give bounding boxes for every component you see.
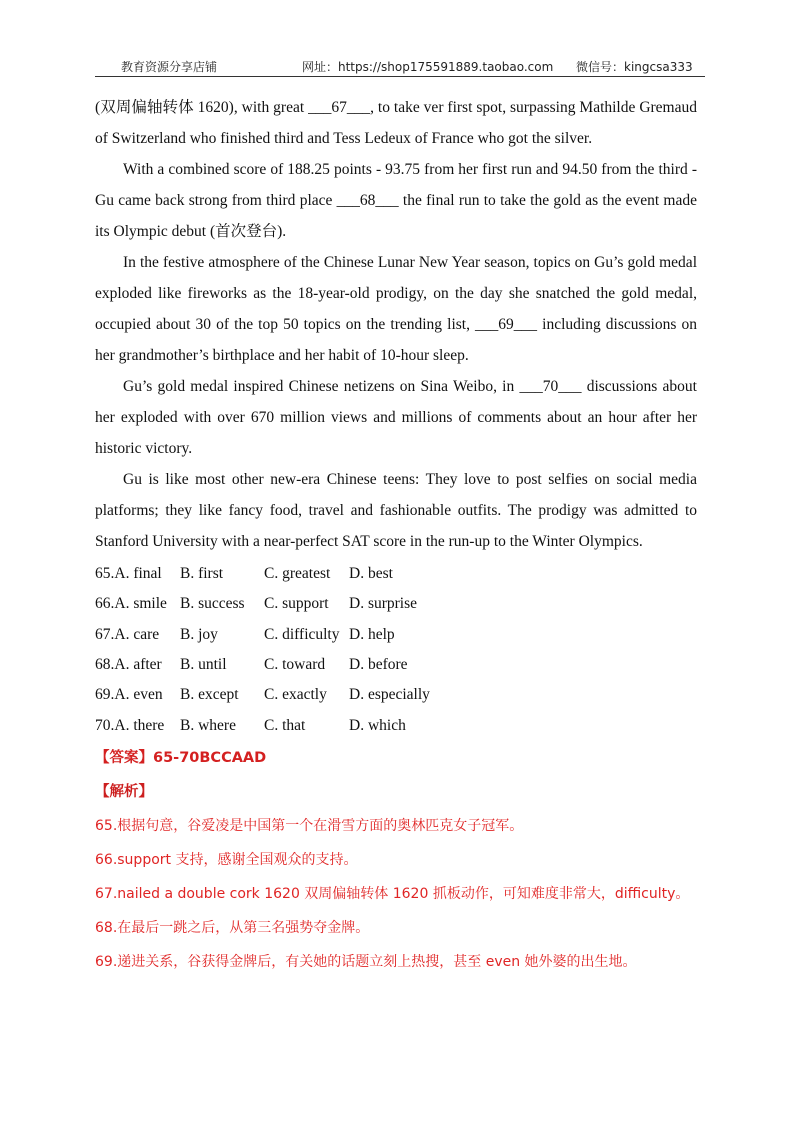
option-d: D. surprise <box>349 595 418 613</box>
option-a: 69.A. even <box>95 686 163 704</box>
page-header <box>95 56 705 77</box>
option-a: 66.A. smile <box>95 595 167 613</box>
passage-paragraph-2: With a combined score of 188.25 points - 93.75 from her first run and 94.50 from the third - Gu came back strong from third place ___68___ the final run to take the gold as the event made its Olympic debut (首次登台). <box>95 161 697 240</box>
option-c: C. difficulty <box>264 625 340 643</box>
option-b: B. success <box>180 595 245 613</box>
explanation-67: 67.nailed a double cork 1620 双周偏轴转体 1620 抓板动作，可知难度非常大，difficulty。 <box>95 885 690 902</box>
option-b: B. joy <box>180 625 218 643</box>
explanation-65: 65.根据句意，谷爱凌是中国第一个在滑雪方面的奥林匹克女子冠军。 <box>95 817 524 834</box>
option-b: B. where <box>180 716 236 734</box>
option-row <box>95 559 459 589</box>
shop-url[interactable]: 网址：https://shop175591889.taobao.com <box>302 60 554 74</box>
option-b: B. except <box>180 686 239 704</box>
shop-name: 教育资源分享店铺 <box>121 60 218 74</box>
option-a: 65.A. final <box>95 565 162 583</box>
analysis-heading: 【解析】 <box>95 783 153 800</box>
passage-paragraph-1: (双周偏轴转体 1620), with great ___67___, to take ver first spot, surpassing Mathilde Gremaud of Switzerland who finished third and Tess Ledeux of France who got the silver. <box>95 99 697 147</box>
option-c: C. support <box>264 595 329 613</box>
option-d: D. which <box>349 716 406 734</box>
explanation-66: 66.support 支持，感谢全国观众的支持。 <box>95 851 358 868</box>
passage-paragraph-5: Gu is like most other new-era Chinese teens: They love to post selfies on social media platforms; they like fancy food, travel and fashionable outfits. The prodigy was admitted to Stanford University with a near-perfect SAT score in the run-up to the Winter Olympics. <box>95 471 697 550</box>
option-d: D. especially <box>349 686 430 704</box>
option-b: B. first <box>180 565 224 583</box>
option-b: B. until <box>180 656 227 674</box>
option-row <box>95 650 459 680</box>
option-a: 70.A. there <box>95 716 165 734</box>
option-a: 67.A. care <box>95 625 160 643</box>
option-row <box>95 620 459 650</box>
explanation-68: 68.在最后一跳之后，从第三名强势夺金牌。 <box>95 919 370 936</box>
wechat-id: 微信号：kingcsa333 <box>576 60 693 74</box>
explanation-69: 69.递进关系，谷获得金牌后，有关她的话题立刻上热搜，甚至 even 她外婆的出生地。 <box>95 953 637 970</box>
option-row <box>95 710 459 740</box>
option-row <box>95 589 459 619</box>
option-c: C. greatest <box>264 565 331 583</box>
option-row <box>95 680 459 710</box>
answer-key: 【答案】65-70BCCAAD <box>95 749 267 766</box>
option-d: D. help <box>349 625 395 643</box>
options-table <box>95 559 459 741</box>
option-c: C. that <box>264 716 306 734</box>
passage-paragraph-3: In the festive atmosphere of the Chinese Lunar New Year season, topics on Gu’s gold medal exploded like fireworks as the 18-year-old prodigy, on the day she snatched the gold medal, occupied about 30 of the top 50 topics on the trending list, ___69___ including discussions on her grandmother’s birthplace and her habit of 10-hour sleep. <box>95 254 697 364</box>
option-d: D. before <box>349 656 408 674</box>
option-d: D. best <box>349 565 393 583</box>
option-c: C. toward <box>264 656 326 674</box>
document-body <box>95 92 697 979</box>
option-c: C. exactly <box>264 686 327 704</box>
option-a: 68.A. after <box>95 656 162 674</box>
passage-paragraph-4: Gu’s gold medal inspired Chinese netizens on Sina Weibo, in ___70___ discussions about her exploded with over 670 million views and millions of comments about an hour after her historic victory. <box>95 378 697 457</box>
